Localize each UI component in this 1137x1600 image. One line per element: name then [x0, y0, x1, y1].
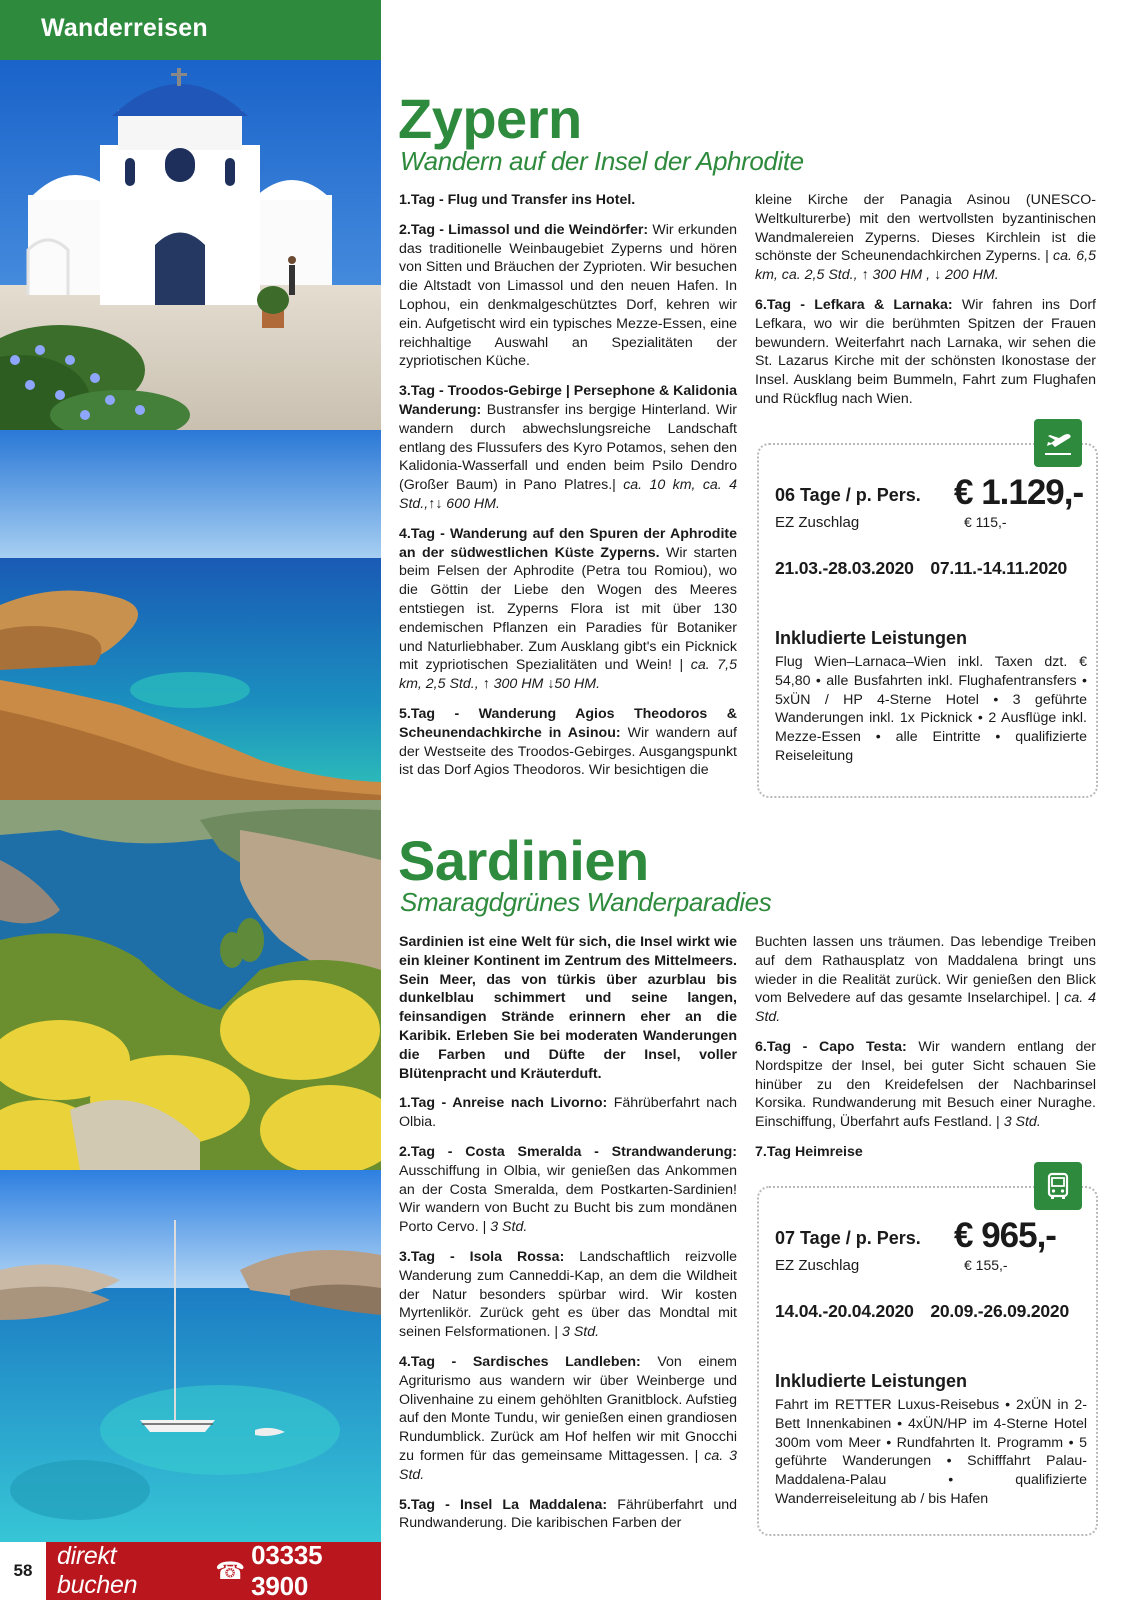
travel-dates: 14.04.-20.04.2020 20.09.-26.09.2020 [775, 1301, 1069, 1321]
sardinien-title: Sardinien [398, 829, 649, 892]
itinerary-paragraph [399, 221, 737, 371]
day-stats: ca. 10 km, ca. 4 Std.,↑↓ 600 HM. [399, 477, 737, 512]
day-stats: 3 Std. [561, 1324, 600, 1341]
included-heading: Inkludierte Leistungen [775, 628, 968, 648]
zypern-title: Zypern [398, 87, 582, 150]
itinerary-paragraph [755, 296, 1096, 409]
telephone-icon: ☎ [215, 1557, 246, 1585]
booking-banner[interactable] [46, 1542, 381, 1600]
included-heading: Inkludierte Leistungen [775, 1371, 968, 1391]
zypern-itinerary-col2 [755, 191, 1096, 420]
sardinien-itinerary-col1 [399, 933, 737, 1544]
day-heading: 3.Tag - Troodos-Gebirge | Persephone & Kalidonia Wanderung: [399, 383, 737, 418]
bus-icon [1034, 1162, 1082, 1210]
day-stats: ca. 7,5 km, 2,5 Std., ↑ 300 HM ↓50 HM. [399, 657, 738, 693]
day-heading: 4.Tag - Sardisches Landleben: [399, 1353, 641, 1370]
itinerary-paragraph [399, 382, 737, 514]
day-heading: 2.Tag - Limassol und die Weindörfer: [399, 221, 649, 238]
day-description: Fährüberfahrt und Rundwanderung. Die karibischen Farben der [399, 1496, 737, 1532]
day-heading: 5.Tag - Insel La Maddalena: [399, 1496, 608, 1513]
itinerary-paragraph [755, 1038, 1096, 1132]
day-description: Wir wandern entlang der Nordspitze der Insel, bei guter Sicht schauen Sie hinüber zu den Kreidefelsen der Nachbarinsel Korsika. Rundwanderung mit Besuch einer Nuraghe. Einschiffung, Überfahrt aufs Festland. | [755, 1038, 1096, 1131]
itinerary-paragraph [399, 705, 737, 780]
day-stats: ca. 4 Std. [755, 990, 1096, 1026]
itinerary-paragraph [399, 525, 737, 694]
itinerary-paragraph [755, 933, 1096, 1027]
itinerary-paragraph [399, 933, 737, 1083]
single-room-price: € 155,- [964, 1257, 1008, 1273]
section-tag-label: Wanderreisen [41, 14, 208, 42]
day-stats: ca. 3 Std. [399, 1447, 737, 1483]
day-description: kleine Kirche der Panagia Asinou (UNESCO-Weltkulturerbe) mit den wertvollsten byzantinischen Wandmalereien Zyperns. Dieses Kirchlein ist die schönste der Scheunendachkirchen Zyperns. | [755, 192, 1096, 265]
day-description: Wir erkunden das traditionelle Weinbaugebiet Zyperns und hören von Sitten und Bräuchen der Zyprioten. Wir besuchen die Altstadt von Limassol und den neuen Hafen. In Lophou, ein denkmalgeschütztes Dorf, kehren wir ein. Aufgetischt wird ein typisches Mezze-Essen, eine reichhaltige Auswahl an Spezialitäten der zypriotischen Küche. [399, 221, 737, 370]
photo-column [0, 0, 381, 1600]
included-services: Flug Wien–Larnaca–Wien inkl. Taxen dzt. € 54,80 • alle Busfahrten inkl. Flughafentransfers • 5xÜN / HP 4-Sterne Hotel • 3 geführte Wanderungen inkl. 1x Picknick • 2 Ausflüge inkl. Mezze-Essen • alle Eintritte • qualifizierte Reiseleitung [775, 654, 1087, 764]
day-description: Fährüberfahrt nach Olbia. [399, 1095, 737, 1131]
day-heading: 1.Tag - Flug und Transfer ins Hotel. [399, 192, 636, 208]
itinerary-paragraph [399, 1143, 737, 1237]
trip-price: € 1.129,- [954, 473, 1084, 512]
included-services: Fahrt im RETTER Luxus-Reisebus • 2xÜN in 2-Bett Innenkabinen • 4xÜN/HP im 4-Sterne Hotel 300m vom Meer • Rundfahrten lt. Programm • 5 geführte Wanderungen • Schifffahrt Palau-Maddalena-Palau • qualifizierte Wanderreiseleitung ab / bis Hafen [775, 1397, 1087, 1507]
itinerary-paragraph [399, 1248, 737, 1342]
day-stats: ca. 6,5 km, ca. 2,5 Std., ↑ 300 HM , ↓ 200 HM. [755, 248, 1096, 284]
chapel-photo [0, 60, 381, 430]
day-heading: 1.Tag - Anreise nach Livorno: [399, 1095, 608, 1112]
day-heading: 7.Tag Heimreise [755, 1143, 863, 1160]
airplane-icon [1034, 419, 1082, 467]
travel-dates: 21.03.-28.03.2020 07.11.-14.11.2020 [775, 558, 1068, 578]
day-description: Landschaftlich reizvolle Wanderung zum Canneddi-Kap, an dem die Wildheit der Natur besonders spürbar wird. Wir kosten Myrtenlikör. Zurück geht es über das Mondtal mit seinen Felsformationen. | [399, 1248, 737, 1341]
day-heading: Sardinien ist eine Welt für sich, die Insel wirkt wie ein kleiner Kontinent im Zentrum des Mittelmeers. Sein Meer, das von türkis über azurblau bis dunkelblau schimmert und seine langen, feinsandigen Strände erinnern eher an die Karibik. Erleben Sie bei moderaten Wanderungen die Farben und Düfte der Insel, voller Blütenpracht und Kräuterduft. [399, 934, 737, 1082]
zypern-itinerary-col1 [399, 191, 737, 791]
trip-price: € 965,- [954, 1216, 1056, 1255]
day-heading: 4.Tag - Wanderung auf den Spuren der Aphrodite an der südwestlichen Küste Zyperns. [399, 525, 737, 561]
booking-text: direkt buchen [57, 1542, 138, 1599]
day-description: Von einem Agriturismo aus wandern wir über Weinberge und Olivenhaine zu einem gehöhlten Granitblock. Aufstieg auf den Monte Tundu, wir genießen einen grandiosen Rundumblick. Zurück am Hof helfen wir mit Gnocchi zu formen für das gemeinsame Mittagessen. | [399, 1353, 737, 1464]
day-heading: 6.Tag - Lefkara & Larnaka: [755, 296, 953, 313]
day-stats: 3 Std. [1003, 1114, 1041, 1131]
single-room-price: € 115,- [964, 514, 1007, 530]
day-description: Wir wandern auf der Westseite des Troodos-Gebirges. Ausgangspunkt ist das Dorf Agios Theodoros. Wir besichtigen die [399, 724, 737, 779]
day-description: Wir starten beim Felsen der Aphrodite (Petra tou Romiou), wo die Göttin der Liebe den Wogen des Meeres entstiegen ist. Zyperns Flora ist mit über 130 endemischen Pflanzen ein Paradies für Botaniker und Naturliebhaber. Zum Ausklang gibt's ein Picknick mit zypriotischen Spezialitäten und Wein! | [399, 544, 737, 674]
phone-number[interactable]: 03335 3900 [251, 1540, 323, 1600]
day-heading: 3.Tag - Isola Rossa: [399, 1248, 565, 1265]
zypern-subtitle: Wandern auf der Insel der Aphrodite [400, 146, 804, 176]
itinerary-paragraph [755, 1143, 1096, 1162]
day-description: Ausschiffung in Olbia, wir genießen das Ankommen an der Costa Smeralda, dem Postkarten-Sardinien! Wir wandern von Bucht zu Bucht bis zum mondänen Porto Cervo. | [399, 1162, 737, 1236]
itinerary-paragraph [399, 1496, 737, 1534]
section-tag [0, 0, 381, 60]
zypern-price-box [757, 443, 1098, 798]
itinerary-paragraph [399, 1094, 737, 1132]
itinerary-paragraph [399, 191, 737, 210]
day-description: Buchten lassen uns träumen. Das lebendige Treiben auf dem Rathausplatz von Maddalena bringt uns wieder in die Realität zurück. Wir genießen den Blick vom Belvedere auf das gesamte Inselarchipel. | [755, 934, 1096, 1007]
sardinien-subtitle: Smaragdgrünes Wanderparadies [400, 887, 772, 917]
itinerary-paragraph [399, 1353, 737, 1485]
single-room-label: EZ Zuschlag [775, 514, 860, 531]
sardinia-coast-photo [0, 800, 381, 1170]
trip-duration: 06 Tage / p. Pers. [775, 485, 921, 505]
sardinien-price-box [757, 1186, 1098, 1536]
footer-bar [0, 1542, 381, 1600]
coast-photo [0, 430, 381, 800]
trip-duration: 07 Tage / p. Pers. [775, 1228, 921, 1248]
page-number: 58 [0, 1542, 46, 1600]
day-description: Wir fahren ins Dorf Lefkara, wo wir die berühmten Spitzen der Frauen bewundern. Weiterfahrt nach Larnaka, wir sehen die St. Lazarus Kirche mit der schönsten Ikonostase der Insel. Ausklang beim Bummeln, Fahrt zum Flughafen und Rückflug nach Wien. [755, 296, 1096, 407]
itinerary-paragraph [755, 191, 1096, 285]
sardinien-itinerary-col2 [755, 933, 1096, 1173]
day-heading: 2.Tag - Costa Smeralda - Strandwanderung: [399, 1143, 737, 1160]
day-stats: 3 Std. [490, 1219, 528, 1236]
day-heading: 5.Tag - Wanderung Agios Theodoros & Scheunendachkirche in Asinou: [399, 705, 737, 741]
single-room-label: EZ Zuschlag [775, 1257, 860, 1274]
day-heading: 6.Tag - Capo Testa: [755, 1038, 907, 1055]
day-description: Bustransfer ins bergige Hinterland. Wir wandern durch abwechslungsreiche Landschaft entlang des Flussufers des Kyro Potamos, sehen den Kalidonia-Wasserfall und enden beim Psilo Dendro (Großer Baum) in Pano Platres.| [399, 401, 737, 494]
sailboat-bay-photo [0, 1170, 381, 1542]
